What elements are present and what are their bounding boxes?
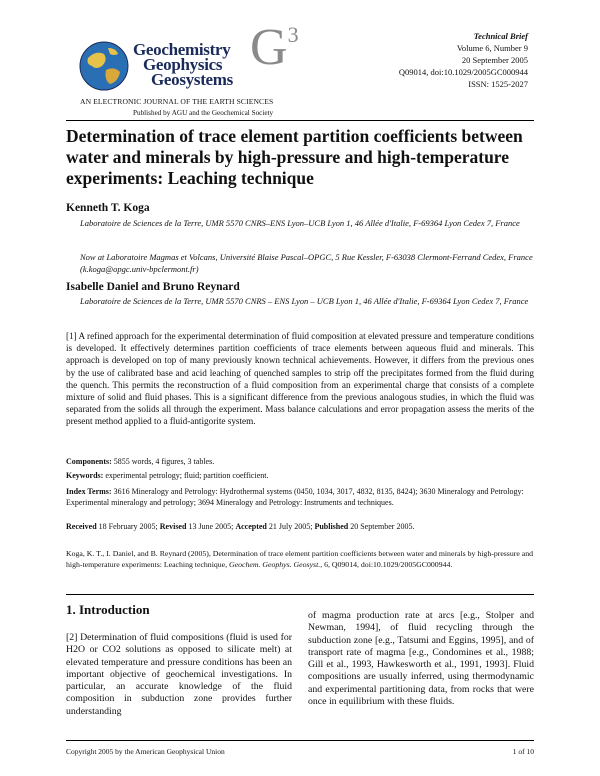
page-number: 1 of 10 xyxy=(512,747,534,756)
publication-date: 20 September 2005 xyxy=(461,55,528,65)
section-title: 1. Introduction xyxy=(66,602,150,617)
dates-line: Received 18 February 2005; Revised 13 June 2005; Accepted 21 July 2005; Published 20 September 2005. xyxy=(66,522,415,531)
article-title: Determination of trace element partition coefficients between water and minerals by high-pressure and high-temperature experiments: Leaching technique xyxy=(66,126,523,188)
globe-logo-icon xyxy=(78,40,130,92)
author-2-name: Isabelle Daniel and Bruno Reynard xyxy=(66,281,240,293)
intro-para-num: [2] xyxy=(66,632,78,643)
footer-rule xyxy=(66,740,534,741)
logo-line-1: Geochemistry xyxy=(133,40,231,59)
abstract xyxy=(66,330,534,428)
author-1-affiliation-1: Laboratoire de Sciences de la Terre, UMR 5570 CNRS–ENS Lyon–UCB Lyon 1, 46 Allée d'Italie, F-69364 Lyon Cedex 7, France xyxy=(80,218,520,228)
volume-number: Volume 6, Number 9 xyxy=(456,43,528,53)
abstract-para-num: [1] xyxy=(66,331,77,341)
keywords-line: Keywords: experimental petrology; fluid; partition coefficient. xyxy=(66,471,269,480)
journal-tagline: AN ELECTRONIC JOURNAL OF THE EARTH SCIENCES xyxy=(80,97,274,106)
header-rule xyxy=(66,120,534,121)
author-1-name: Kenneth T. Koga xyxy=(66,202,150,214)
author-1-affiliation-2: Now at Laboratoire Magmas et Volcans, Université Blaise Pascal–OPGC, 5 Rue Kessler, F-63038 Clermont-Ferrand Cedex, France (k.koga@opgc.univ-bpclermont.fr) xyxy=(80,252,533,274)
index-terms: Index Terms: 3616 Mineralogy and Petrology: Hydrothermal systems (0450, 1034, 3017, 4832, 8135, 8424); 3630 Mineralogy and Petrology: Experimental mineralogy and petrology; 3694 Mineralogy and Petrology: Instruments and techniques. xyxy=(66,487,524,507)
publisher-line: Published by AGU and the Geochemical Society xyxy=(133,109,274,117)
issn: ISSN: 1525-2027 xyxy=(468,79,528,89)
intro-left-column xyxy=(66,632,292,718)
article-type: Technical Brief xyxy=(473,31,528,41)
copyright: Copyright 2005 by the American Geophysical Union xyxy=(66,747,225,756)
author-2-affiliation: Laboratoire de Sciences de la Terre, UMR 5570 CNRS – ENS Lyon – UCB Lyon 1, 46 Allée d'Italie, F-69364 Lyon Cedex 7, France xyxy=(80,296,529,306)
abstract-text: A refined approach for the experimental determination of fluid composition at elevated pressure and temperature conditions is developed. It effectively determines partition coefficients of trace elements between aqueous fluid and minerals. This approach is developed on top of many previously known technical achievements. However, it differs from the previous ones by the use of calibrated base and acid leaching of quenched samples to strip off the precipitates formed from the fluid during the quench. This permits the reconstruction of a fluid composition from an experimental charge that consists of a complete mixture of solid and fluid phases. This is a significant difference from the previous analogous studies, in which the fluid was separated from the solids all through the experiment. Mass balance calculations and error propagation assess the merits of the present method applied to a fluid-antigorite system. xyxy=(66,331,534,427)
logo-line-2: Geophysics xyxy=(143,55,223,74)
intro-right-column: of magma production rate at arcs [e.g., Stolper and Newman, 1994], of fluid recycling through the subduction zone [e.g., Tatsumi and Eggins, 1995], and of transport rate of magma [e.g., Condomines et al., 1988; Gill et al., 1993, Hawkesworth et al., 1991, 1993]. Fluid compositions are usually inferred, using thermodynamic and experimental partitioning data, from rocks that were once in equilibrium with these fluids. xyxy=(308,610,534,708)
components-line: Components: 5855 words, 4 figures, 3 tables. xyxy=(66,457,215,466)
citation: Koga, K. T., I. Daniel, and B. Reynard (2005), Determination of trace element partition coefficients between water and minerals by high-pressure and high-temperature experiments: Leaching technique, Geochem. Geophys. Geosyst., 6, Q09014, doi:10.1029/2005GC000944. xyxy=(66,549,534,569)
doi: Q09014, doi:10.1029/2005GC000944 xyxy=(398,67,528,77)
journal-logo-name xyxy=(133,42,233,87)
logo-line-3: Geosystems xyxy=(151,70,233,89)
g3-logo: $G^3$ xyxy=(250,19,299,76)
article-info-block xyxy=(399,30,528,90)
section-rule xyxy=(66,594,534,595)
intro-left-text: Determination of fluid compositions (fluid is used for H2O or CO2 solutions as opposed to silicate melt) at elevated temperature and pressure conditions has been an important objective of geochemical investigations. In particular, an accurate knowledge of the fluid composition in subduction zone provides further understanding xyxy=(66,632,292,717)
